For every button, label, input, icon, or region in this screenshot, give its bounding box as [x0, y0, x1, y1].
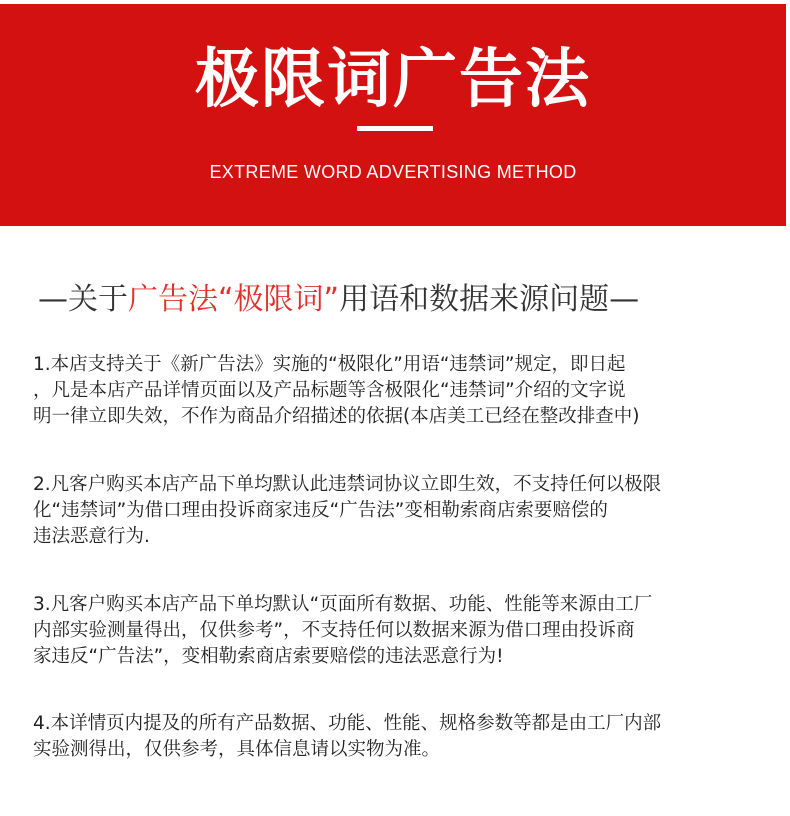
- paragraph-line: 化“违禁词”为借口理由投诉商家违反“广告法”变相勒索商店索要赔偿的: [33, 500, 608, 521]
- heading-highlight: 广告法“极限词”: [128, 282, 340, 317]
- paragraph-line: ，凡是本店产品详情页面以及产品标题等含极限化“违禁词”介绍的文字说: [33, 380, 626, 401]
- title-divider: [357, 126, 433, 131]
- paragraph-line: 1.本店支持关于《新广告法》实施的“极限化”用语“违禁词”规定，即日起: [33, 354, 626, 375]
- header-banner: [0, 4, 786, 226]
- paragraph-2: [33, 472, 661, 550]
- heading-suffix: 用语和数据来源问题—: [339, 282, 640, 317]
- paragraph-line: 4.本详情页内提及的所有产品数据、功能、性能、规格参数等都是由工厂内部: [33, 713, 662, 734]
- paragraph-line: 家违反“广告法”，变相勒索商店索要赔偿的违法恶意行为!: [33, 646, 504, 667]
- paragraph-line: 违法恶意行为.: [33, 526, 150, 547]
- paragraph-line: 内部实验测量得出，仅供参考”，不支持任何以数据来源为借口理由投诉商: [33, 620, 635, 641]
- paragraph-line: 实验测得出，仅供参考，具体信息请以实物为准。: [33, 739, 441, 760]
- banner-title: 极限词广告法: [195, 43, 591, 117]
- heading-prefix: —关于: [38, 282, 128, 317]
- paragraph-1: [33, 352, 639, 430]
- paragraph-4: [33, 711, 661, 763]
- paragraph-3: [33, 592, 652, 670]
- paragraph-line: 2.凡客户购买本店产品下单均默认此违禁词协议立即生效，不支持任何以极限: [33, 474, 662, 495]
- banner-subtitle: EXTREME WORD ADVERTISING METHOD: [209, 162, 577, 182]
- section-heading: [38, 280, 639, 320]
- paragraph-line: 明一律立即失效，不作为商品介绍描述的依据(本店美工已经在整改排查中): [33, 406, 640, 427]
- paragraph-line: 3.凡客户购买本店产品下单均默认“页面所有数据、功能、性能等来源由工厂: [33, 594, 653, 615]
